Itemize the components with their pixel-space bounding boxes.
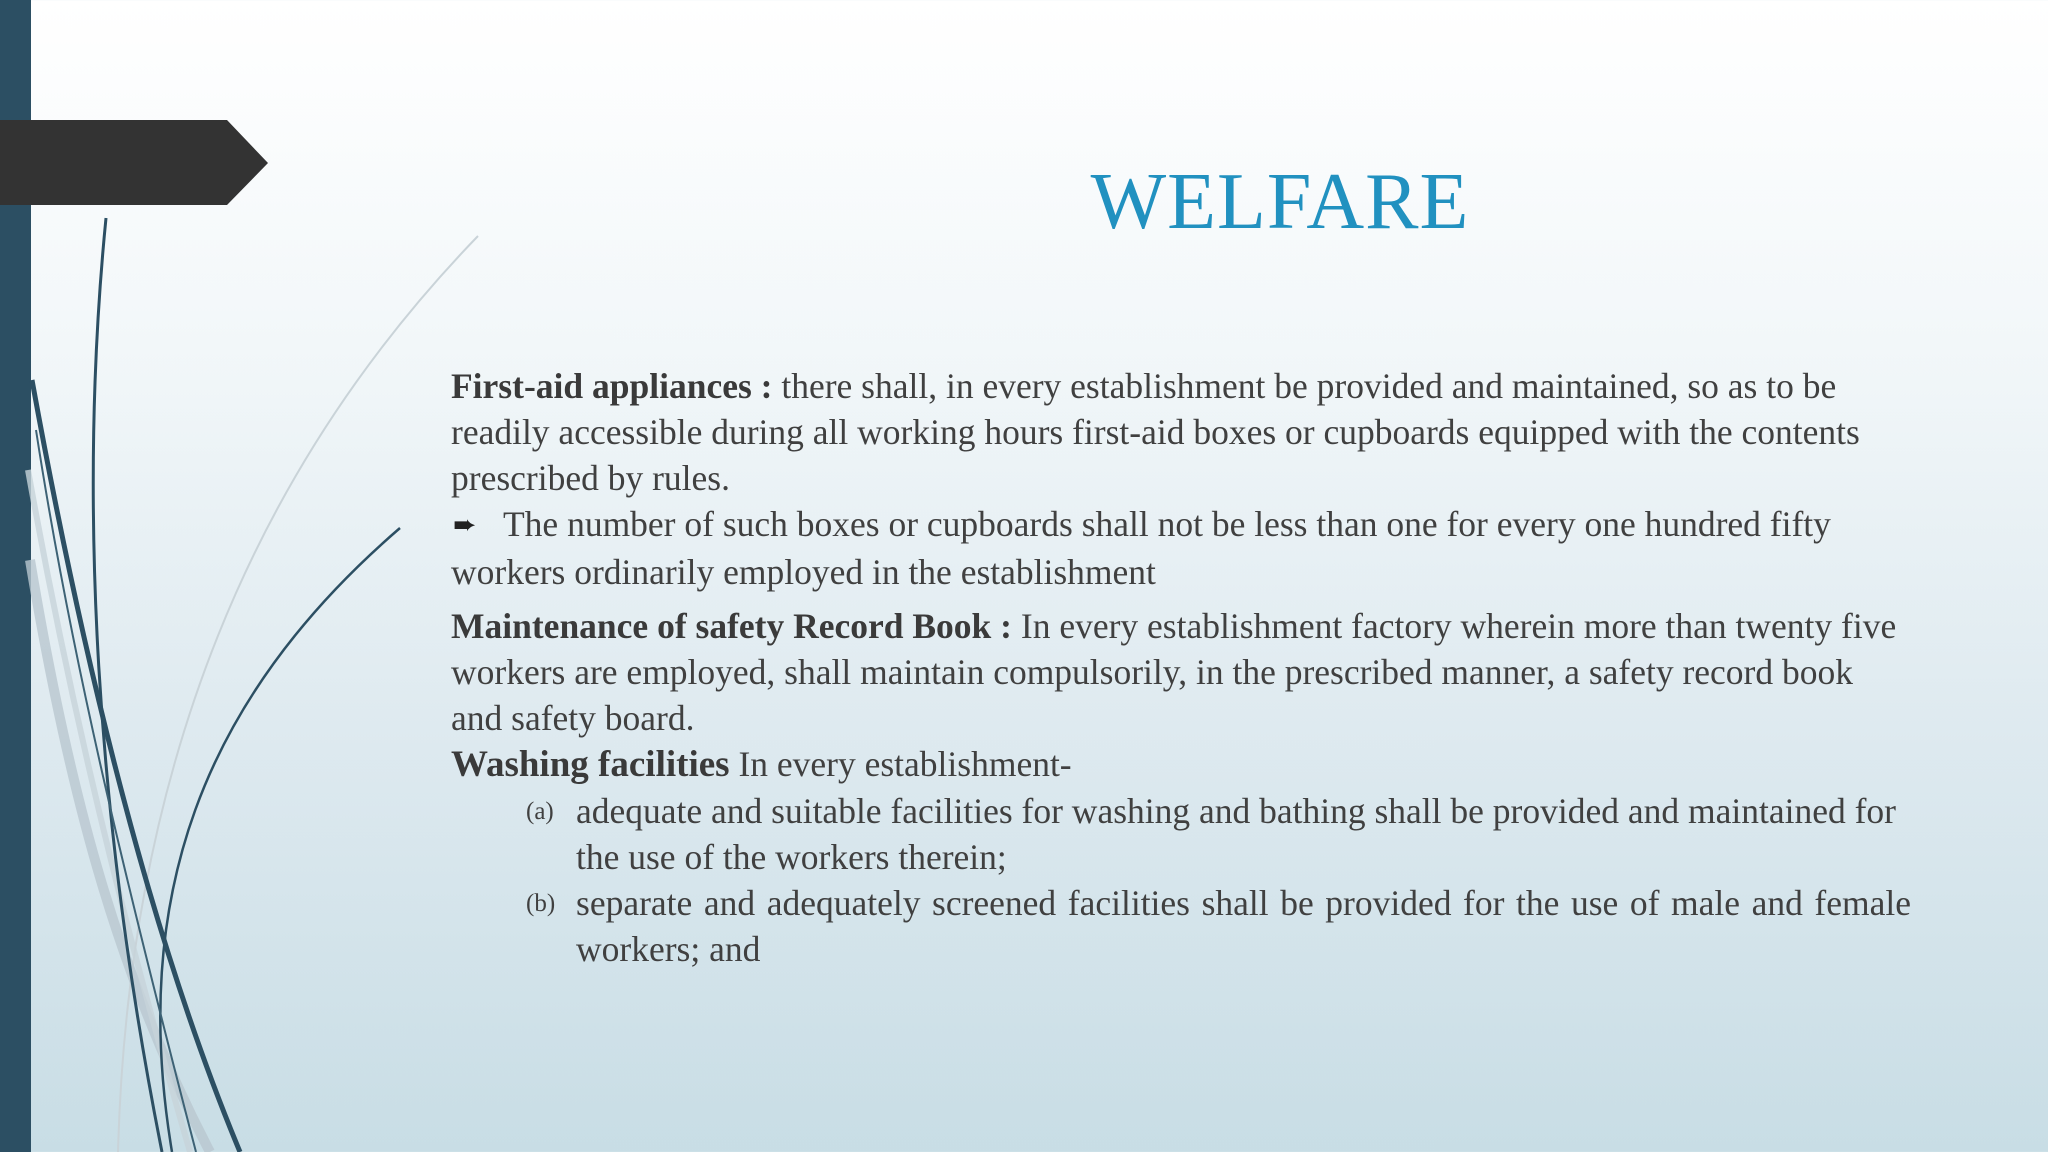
first-aid-paragraph — [451, 363, 1911, 501]
first-aid-heading: First-aid appliances : — [451, 366, 773, 406]
safety-record-text: In every establishment factory wherein more than twenty five workers are employed, shall maintain compulsorily, in the prescribed manner, a safety record book and safety board. — [451, 606, 1897, 738]
item-label: (b) — [526, 890, 556, 917]
arrow-bullet-icon: ➨ — [453, 510, 477, 541]
safety-record-heading: Maintenance of safety Record Book : — [451, 606, 1012, 646]
first-aid-text: there shall, in every establishment be provided and maintained, so as to be readily accessible during all working hours first-aid boxes or cupboards equipped with the contents prescribed by rules. — [451, 366, 1860, 498]
washing-heading: Washing facilities — [451, 744, 730, 785]
bullet-text: The number of such boxes or cupboards shall not be less than one for every one hundred fifty workers ordinarily employed in the establishment — [451, 504, 1831, 592]
washing-item-b — [451, 880, 1911, 972]
bullet-paragraph — [451, 501, 1911, 595]
slide-body — [451, 363, 1911, 972]
slide-title: WELFARE — [1090, 158, 1470, 246]
safety-record-paragraph — [451, 603, 1911, 741]
item-label: (a) — [526, 798, 554, 825]
item-text: adequate and suitable facilities for washing and bathing shall be provided and maintained for the use of the workers therein; — [576, 791, 1896, 877]
item-text: separate and adequately screened facilities shall be provided for the use of male and female workers; and — [576, 883, 1911, 969]
washing-text: In every establishment- — [729, 744, 1072, 784]
washing-paragraph — [451, 741, 1911, 788]
washing-item-a — [451, 788, 1911, 880]
